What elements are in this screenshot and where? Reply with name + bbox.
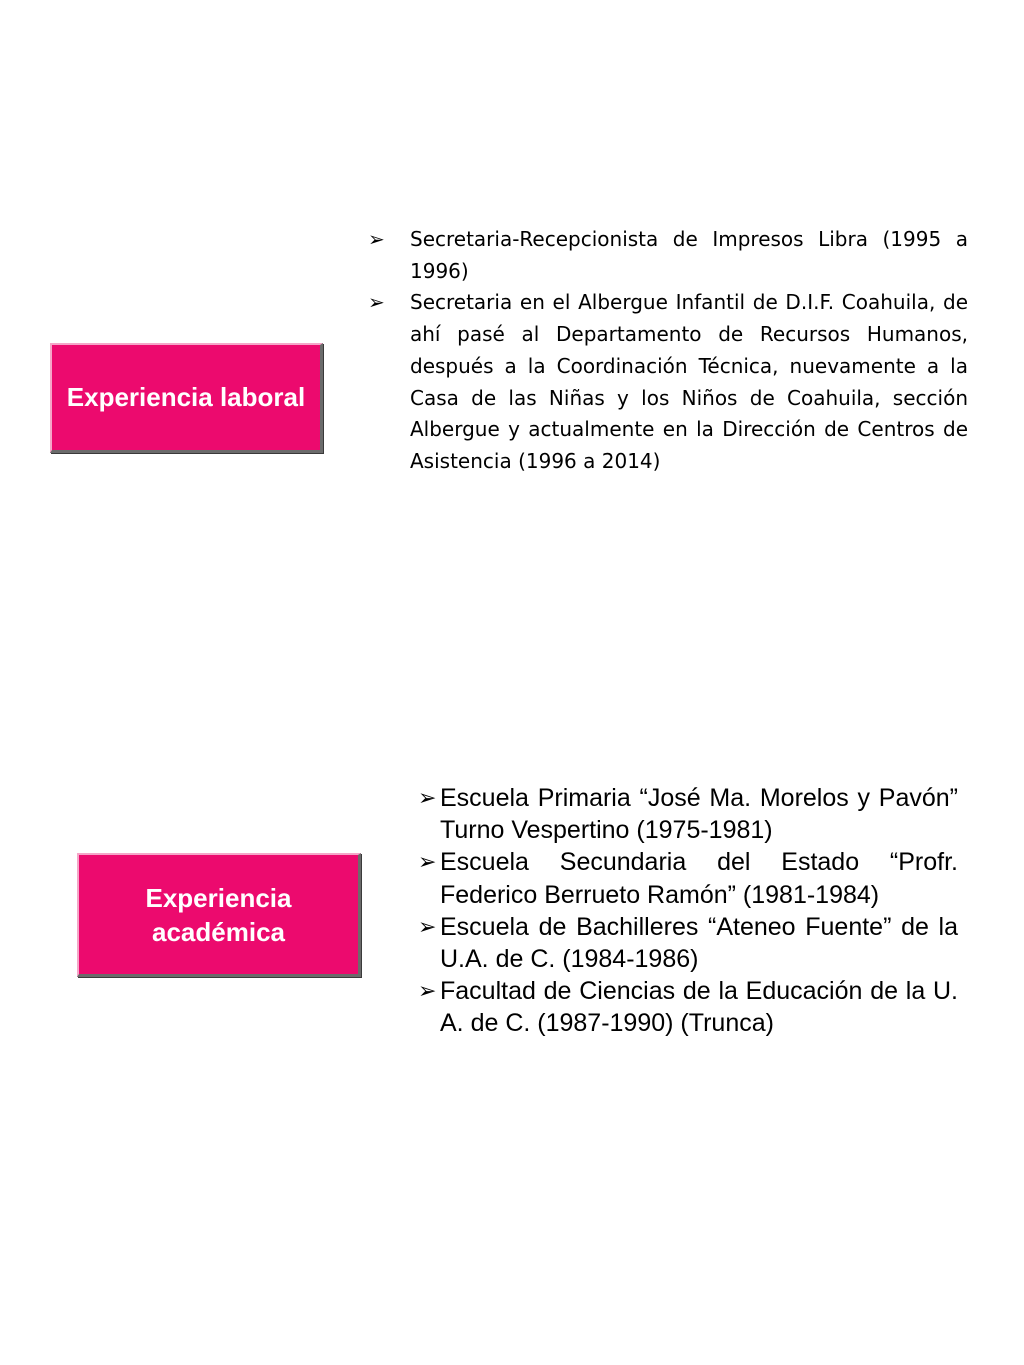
arrow-bullet-icon: ➢ bbox=[418, 913, 437, 939]
label-experiencia-academica: Experiencia académica bbox=[145, 882, 292, 947]
list-item bbox=[418, 846, 958, 910]
list-item bbox=[418, 782, 958, 846]
label-box-experiencia-laboral bbox=[50, 343, 323, 453]
arrow-bullet-icon: ➢ bbox=[418, 978, 437, 1004]
arrow-bullet-icon: ➢ bbox=[418, 785, 437, 810]
arrow-bullet-icon: ➢ bbox=[368, 227, 385, 251]
list-item-text: Escuela de Bachilleres “Ateneo Fuente” de la U.A. de C. (1984-1986) bbox=[440, 912, 958, 974]
arrow-bullet-icon: ➢ bbox=[418, 849, 437, 875]
label-experiencia-laboral: Experiencia laboral bbox=[66, 382, 306, 412]
list-item bbox=[368, 287, 968, 477]
list-item bbox=[418, 975, 958, 1039]
list-experiencia-academica bbox=[418, 782, 958, 1040]
list-item-text: Secretaria-Recepcionista de Impresos Libra (1995 a 1996) bbox=[410, 227, 968, 283]
list-experiencia-laboral bbox=[368, 224, 968, 478]
label-box-experiencia-academica bbox=[77, 853, 361, 977]
list-item-text: Facultad de Ciencias de la Educación de la U. A. de C. (1987-1990) (Trunca) bbox=[440, 977, 958, 1038]
list-item-text: Secretaria en el Albergue Infantil de D.I.F. Coahuila, de ahí pasé al Departamento de Recursos Humanos, después a la Coordinación Técnica, nuevamente a la Casa de las Niñas y los Niños de Coahuila, sección Albergue y actualmente en la Dirección de Centros de Asistencia (1996 a 2014) bbox=[410, 290, 968, 473]
list-item-text: Escuela Primaria “José Ma. Morelos y Pavón” Turno Vespertino (1975-1981) bbox=[440, 784, 958, 845]
list-item bbox=[368, 224, 968, 287]
arrow-bullet-icon: ➢ bbox=[368, 290, 385, 315]
list-item bbox=[418, 911, 958, 975]
list-item-text: Escuela Secundaria del Estado “Profr. Federico Berrueto Ramón” (1981-1984) bbox=[440, 848, 958, 909]
